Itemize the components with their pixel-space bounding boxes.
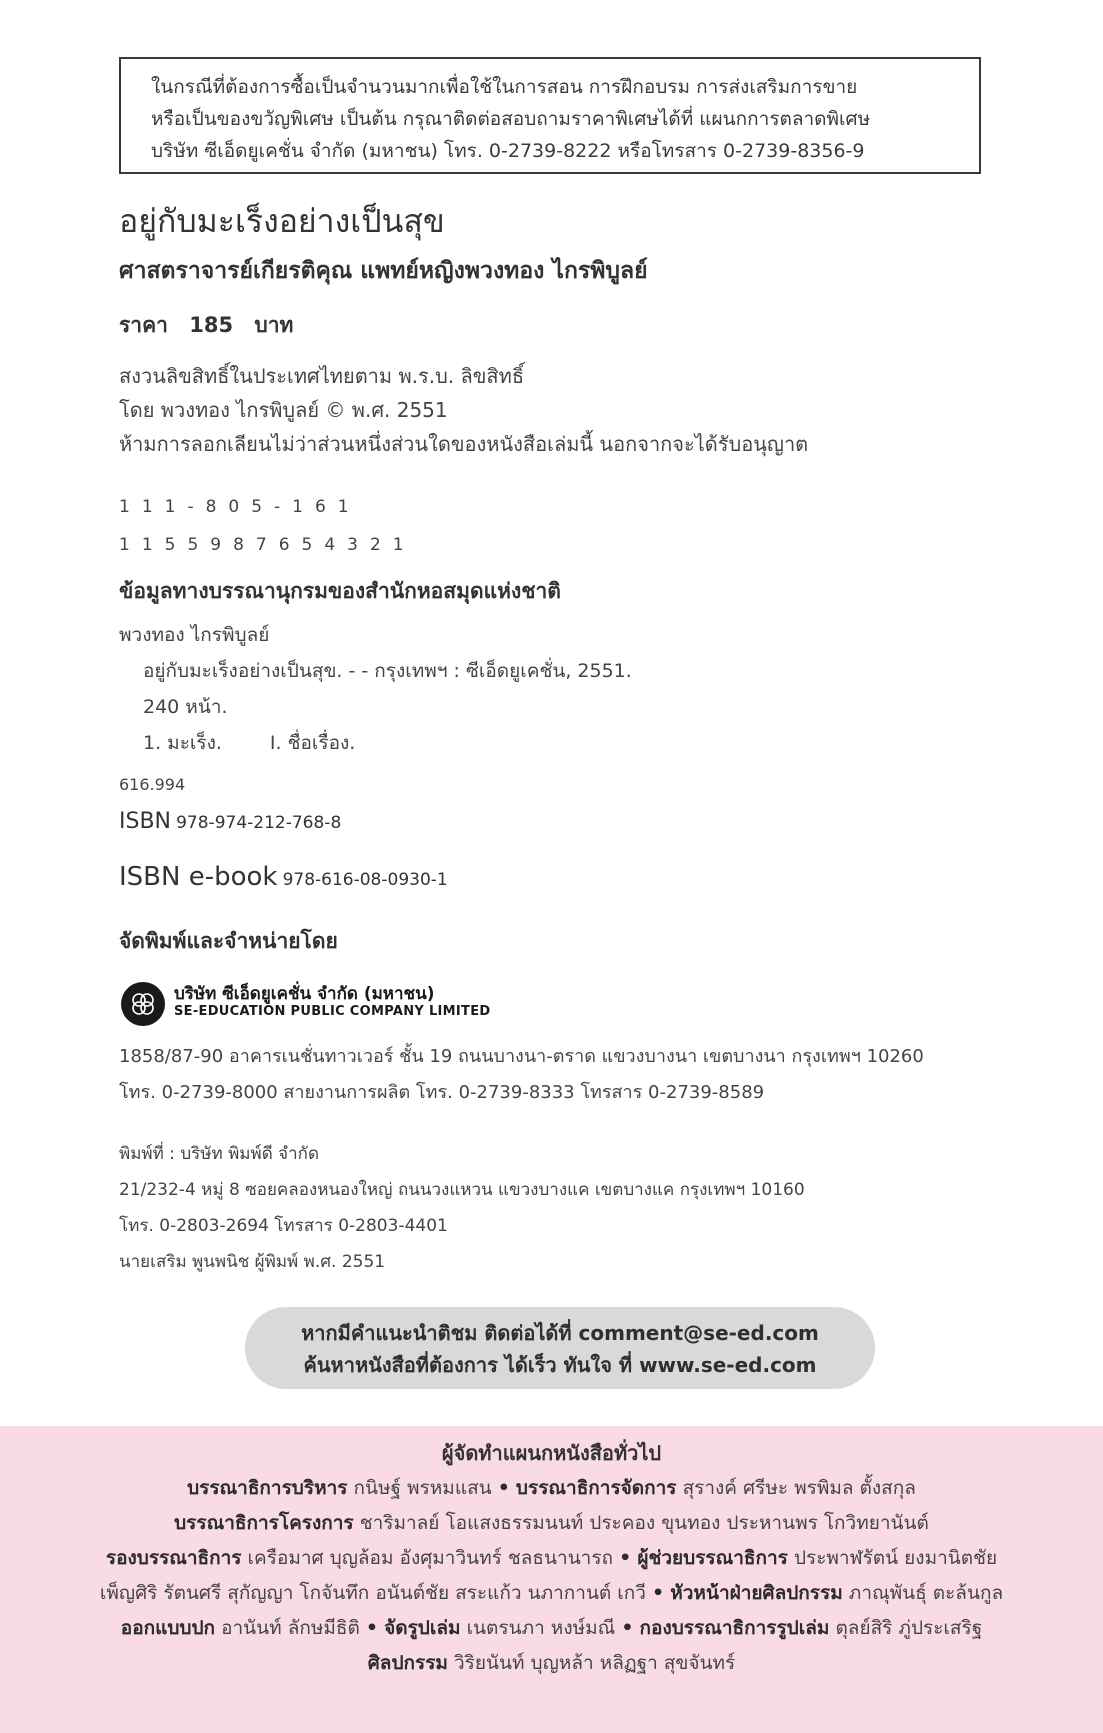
- cip-subjects: [119, 725, 632, 761]
- copyright-line-1: สงวนลิขสิทธิ์ในประเทศไทยตาม พ.ร.บ. ลิขสิทธิ์: [119, 364, 525, 388]
- ebook-isbn-value: 978-616-08-0930-1: [282, 870, 448, 890]
- ebook-isbn-label: ISBN e-book: [119, 862, 278, 892]
- printer-name: พิมพ์ที่ : บริษัท พิมพ์ดี จำกัด: [119, 1144, 319, 1164]
- copyright-line-2: โดย พวงทอง ไกรพิบูลย์ © พ.ศ. 2551: [119, 398, 448, 422]
- credit-name: กนิษฐ์ พรหมแสน: [353, 1477, 492, 1499]
- credit-name: ประพาฬรัตน์ ยงมานิตชัย: [793, 1547, 998, 1569]
- credit-role: กองบรรณาธิการรูปเล่ม: [639, 1617, 830, 1639]
- contact-banner: [245, 1307, 875, 1389]
- credits-row-2: [0, 1506, 1103, 1541]
- logo-thai-name: บริษัท ซีเอ็ดยูเคชั่น จำกัด (มหาชน): [174, 984, 435, 1004]
- credits: [0, 1436, 1103, 1681]
- printer-publisher: นายเสริม พูนพนิช ผู้พิมพ์ พ.ศ. 2551: [119, 1252, 386, 1272]
- credit-role: รองบรรณาธิการ: [105, 1547, 242, 1569]
- credit-name: เครือมาศ บุญล้อม อังศุมาวินทร์ ชลธนานารถ: [247, 1547, 614, 1569]
- book-title: อยู่กับมะเร็งอย่างเป็นสุข: [119, 202, 445, 240]
- print-code-line-1: 111-805-161: [119, 497, 361, 517]
- cip-record: [119, 617, 632, 761]
- publisher-phones: โทร. 0-2739-8000 สายงานการผลิต โทร. 0-2739-8333 โทรสาร 0-2739-8589: [119, 1082, 765, 1103]
- se-ed-logo-icon: [121, 982, 165, 1026]
- cip-subject: 1. มะเร็ง.: [143, 732, 222, 754]
- isbn-value: 978-974-212-768-8: [176, 813, 342, 833]
- credit-name: เนตรนภา หงษ์มณี: [466, 1617, 616, 1639]
- credits-row-1: บรรณาธิการบริหาร กนิษฐ์ พรหมแสน • บรรณาธิการจัดการ สุรางค์ ศรีษะ พรพิมล ตั้งสกุล: [187, 1477, 916, 1499]
- credit-role: บรรณาธิการจัดการ: [515, 1477, 677, 1499]
- printer-phones: โทร. 0-2803-2694 โทรสาร 0-2803-4401: [119, 1216, 448, 1236]
- publisher-address: 1858/87-90 อาคารเนชั่นทาวเวอร์ ชั้น 19 ถนนบางนา-ตราด แขวงบางนา เขตบางนา กรุงเทพฯ 10260: [119, 1046, 924, 1067]
- bulk-order-notice: [119, 57, 981, 174]
- credits-row-4: เพ็ญศิริ รัตนศรี สุกัญญา โกจันทึก อนันต์ชัย สระแก้ว นภากานต์ เกวี • หัวหน้าฝ่ายศิลปกรรม ภาณุพันธุ์ ตะล้นกูล: [99, 1582, 1004, 1604]
- cip-pages: 240 หน้า.: [143, 696, 228, 718]
- credit-role: ศิลปกรรม: [367, 1652, 448, 1674]
- credit-role: หัวหน้าฝ่ายศิลปกรรม: [670, 1582, 843, 1604]
- notice-line-1: ในกรณีที่ต้องการซื้อเป็นจำนวนมากเพื่อใช้ในการสอน การฝึกอบรม การส่งเสริมการขาย: [151, 76, 858, 98]
- credit-name: ภาณุพันธุ์ ตะล้นกูล: [848, 1582, 1004, 1604]
- publisher-contact: [119, 1039, 924, 1111]
- credits-row-6: [0, 1646, 1103, 1681]
- notice-line-2: หรือเป็นของขวัญพิเศษ เป็นต้น กรุณาติดต่อสอบถามราคาพิเศษได้ที่ แผนกการตลาดพิเศษ: [151, 108, 871, 130]
- credit-name: สุรางค์ ศรีษะ พรพิมล ตั้งสกุล: [682, 1477, 916, 1499]
- classification-number: 616.994: [119, 775, 186, 794]
- cip-entry: อยู่กับมะเร็งอย่างเป็นสุข. - - กรุงเทพฯ : ซีเอ็ดยูเคชั่น, 2551.: [143, 660, 632, 682]
- printer-address: 21/232-4 หมู่ 8 ซอยคลองหนองใหญ่ ถนนวงแหวน แขวงบางแค เขตบางแค กรุงเทพฯ 10160: [119, 1180, 805, 1200]
- credits-row-5: ออกแบบปก อานันท์ ลักษมีธิติ • จัดรูปเล่ม เนตรนภา หงษ์มณี • กองบรรณาธิการรูปเล่ม ตุลย์สิริ ภู่ประเสริฐ: [120, 1617, 983, 1639]
- isbn-print: [119, 809, 341, 834]
- copyright-block: [119, 359, 808, 461]
- credit-name: วิริยนันท์ บุญหล้า หลิฏฐา สุขจันทร์: [454, 1652, 736, 1674]
- isbn-label: ISBN: [119, 809, 172, 834]
- book-author: ศาสตราจารย์เกียรติคุณ แพทย์หญิงพวงทอง ไกรพิบูลย์: [119, 258, 648, 284]
- credit-name: ตุลย์สิริ ภู่ประเสริฐ: [835, 1617, 983, 1639]
- credit-role: บรรณาธิการโครงการ: [174, 1512, 354, 1534]
- credit-name: อานันท์ ลักษมีธิติ: [221, 1617, 360, 1639]
- printer-info: [119, 1136, 805, 1280]
- contact-search: ค้นหาหนังสือที่ต้องการ ได้เร็ว ทันใจ ที่ www.se-ed.com: [303, 1353, 817, 1377]
- credit-role: บรรณาธิการบริหาร: [187, 1477, 348, 1499]
- cip-title-entry: I. ชื่อเรื่อง.: [269, 732, 356, 754]
- credit-role: ผู้ช่วยบรรณาธิการ: [637, 1547, 788, 1569]
- cip-author: พวงทอง ไกรพิบูลย์: [119, 624, 270, 646]
- cip-heading: ข้อมูลทางบรรณานุกรมของสำนักหอสมุดแห่งชาติ: [119, 579, 561, 603]
- logo-english-name: SE-EDUCATION PUBLIC COMPANY LIMITED: [174, 1004, 491, 1019]
- credit-name: เพ็ญศิริ รัตนศรี สุกัญญา โกจันทึก อนันต์ชัย สระแก้ว นภากานต์ เกวี: [99, 1582, 646, 1604]
- credits-row-3: รองบรรณาธิการ เครือมาศ บุญล้อม อังศุมาวินทร์ ชลธนานารถ • ผู้ช่วยบรรณาธิการ ประพาฬรัตน์ ยงมานิตชัย: [105, 1547, 998, 1569]
- print-code-line-2: 1155987654321: [119, 535, 416, 555]
- copyright-line-3: ห้ามการลอกเลียนไม่ว่าส่วนหนึ่งส่วนใดของหนังสือเล่มนี้ นอกจากจะได้รับอนุญาต: [119, 432, 809, 456]
- isbn-ebook: [119, 862, 448, 892]
- credit-role: ออกแบบปก: [120, 1617, 216, 1639]
- credits-heading: ผู้จัดทำแผนกหนังสือทั่วไป: [441, 1441, 662, 1465]
- credit-role: จัดรูปเล่ม: [384, 1617, 461, 1639]
- notice-line-3: บริษัท ซีเอ็ดยูเคชั่น จำกัด (มหาชน) โทร. 0-2739-8222 หรือโทรสาร 0-2739-8356-9: [151, 140, 865, 162]
- print-codes: [119, 488, 416, 564]
- contact-comment: หากมีคำแนะนำติชม ติดต่อได้ที่ comment@se-ed.com: [301, 1321, 819, 1345]
- book-price: ราคา 185 บาท: [119, 313, 294, 337]
- distributor-heading: จัดพิมพ์และจำหน่ายโดย: [119, 929, 338, 953]
- credit-name: ชาริมาลย์ โอแสงธรรมนนท์ ประคอง ขุนทอง ประหานพร โกวิทยานันต์: [359, 1512, 929, 1534]
